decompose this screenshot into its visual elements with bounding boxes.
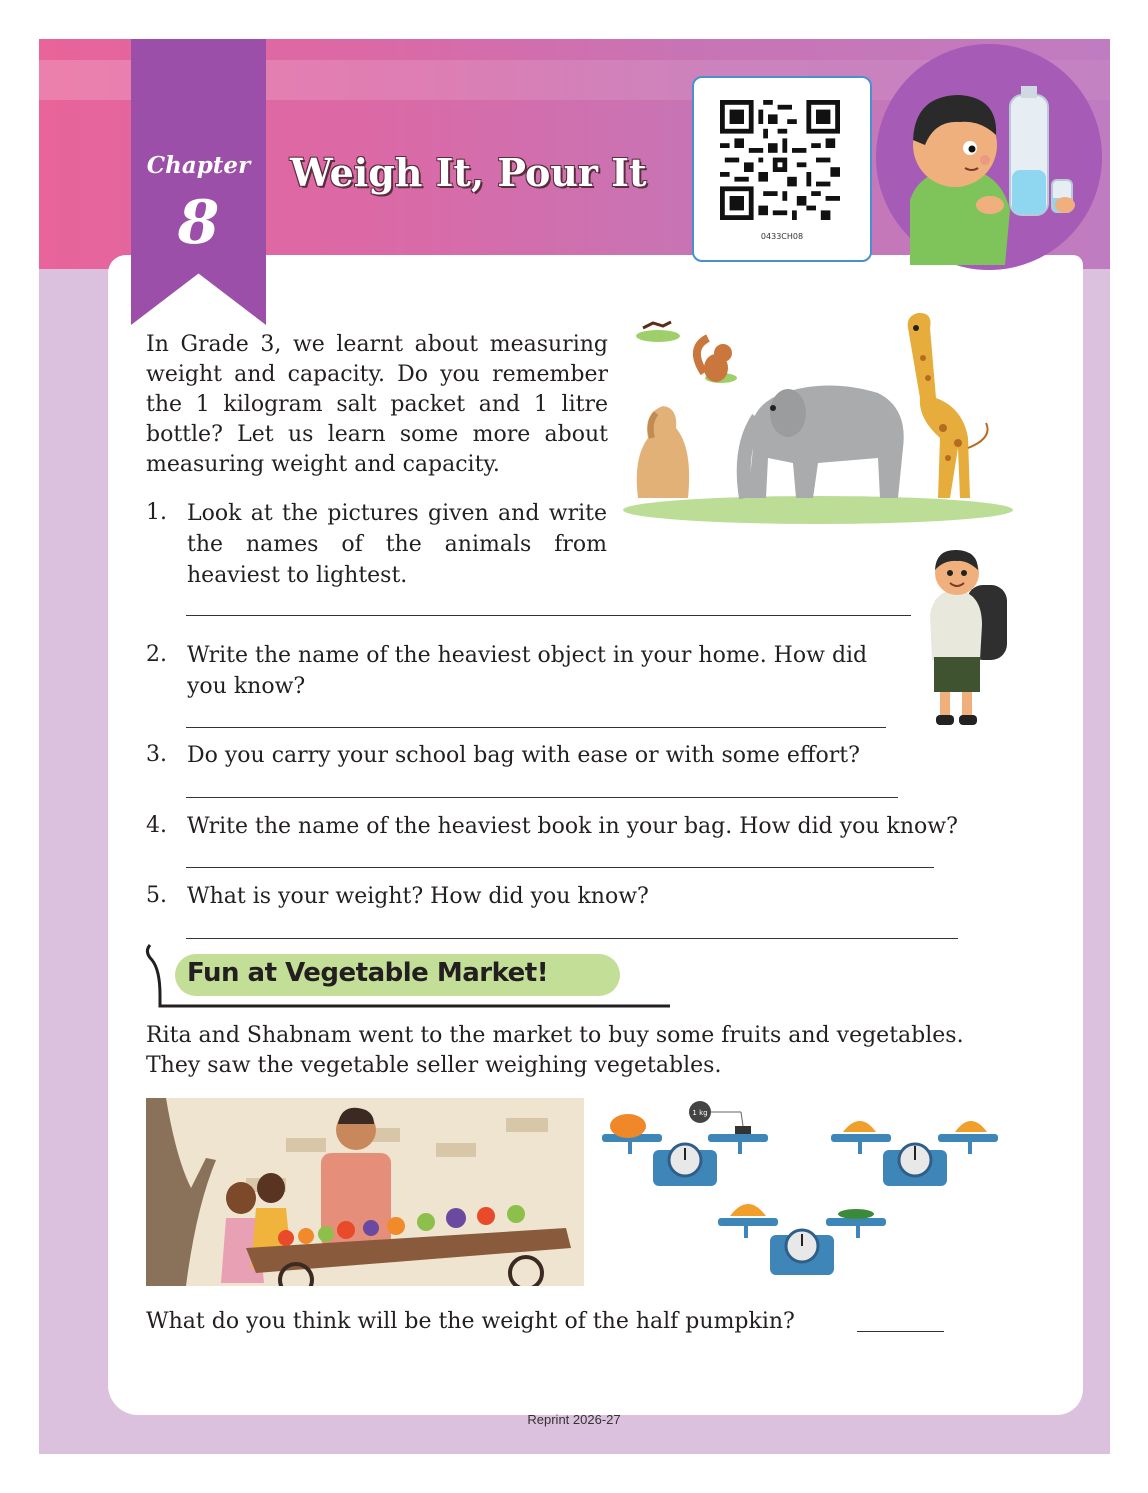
boy-with-bottle-illustration: [880, 50, 1100, 265]
question-line: Write the name of the heaviest object in your home. How did: [187, 643, 868, 668]
scale-1: [602, 1101, 768, 1186]
half-pumpkin-question: What do you think will be the weight of the half pumpkin?: [146, 1309, 795, 1334]
question-text: [187, 811, 1017, 842]
question-number: 3.: [146, 742, 167, 767]
intro-paragraph: In Grade 3, we learnt about measuring weight and capacity. Do you remember the 1 kilogram salt packet and 1 litre bottle? Let us learn some more about measuring weight and capacity.: [146, 332, 608, 477]
paragraph-line: Rita and Shabnam went to the market to buy some fruits and vegetables.: [146, 1023, 964, 1048]
chapter-number: 8: [177, 188, 220, 258]
question-line: Do you carry your school bag with ease or with some effort?: [187, 743, 860, 768]
question-text: [187, 881, 947, 912]
question-line: the names of the animals from: [187, 532, 607, 557]
vegetable-market-illustration: [146, 1098, 584, 1286]
section-paragraph: [146, 1021, 1016, 1081]
answer-line[interactable]: [857, 1331, 944, 1332]
paragraph-line: They saw the vegetable seller weighing vegetables.: [146, 1053, 722, 1078]
question-line: What is your weight? How did you know?: [187, 884, 649, 909]
question-text: [187, 640, 917, 702]
scale-weight-label: 1 kg: [692, 1109, 708, 1117]
question-line: Look at the pictures given and write: [187, 501, 607, 526]
answer-line[interactable]: [186, 867, 934, 868]
question-number: 1.: [146, 500, 167, 525]
answer-line[interactable]: [186, 797, 898, 798]
answer-line[interactable]: [186, 727, 886, 728]
qr-code-label: 0433CH08: [760, 232, 804, 241]
question-number: 5.: [146, 883, 167, 908]
question-number: 2.: [146, 642, 167, 667]
answer-line[interactable]: [186, 615, 911, 616]
question-line: heaviest to lightest.: [187, 563, 408, 588]
question-text: [187, 740, 947, 771]
qr-code-icon: [718, 100, 842, 220]
animals-illustration: [618, 298, 1018, 528]
section-title: Fun at Vegetable Market!: [187, 958, 549, 988]
weighing-scales-illustration: [598, 1100, 1010, 1286]
answer-line[interactable]: [186, 938, 958, 939]
chapter-title: Weigh It, Pour It: [290, 150, 647, 195]
boy-with-school-bag-illustration: [912, 545, 1012, 735]
question-text: [187, 498, 607, 591]
question-number: 4.: [146, 813, 167, 838]
question-line: Write the name of the heaviest book in your bag. How did you know?: [187, 814, 958, 839]
scale-2: [831, 1121, 998, 1186]
question-line: you know?: [187, 674, 306, 699]
scale-3: [718, 1204, 886, 1275]
reprint-footer: Reprint 2026-27: [527, 1412, 621, 1427]
chapter-label: Chapter: [146, 152, 251, 179]
